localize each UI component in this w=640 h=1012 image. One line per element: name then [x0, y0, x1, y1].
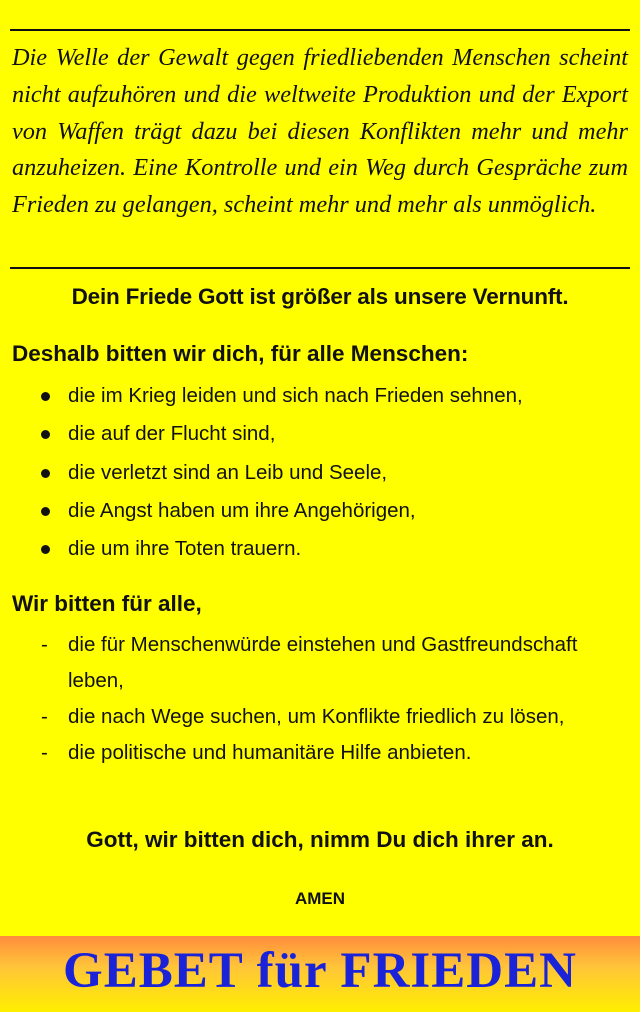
list-item: [0, 627, 620, 699]
bullet-icon: [41, 392, 50, 401]
list-item-text: die politische und humanitäre Hilfe anbieten.: [68, 741, 472, 764]
bullet-icon: [41, 545, 50, 554]
amen-label: AMEN: [294, 889, 346, 908]
dash-marker: -: [41, 633, 48, 656]
list-item: [0, 735, 620, 771]
closing-prayer: Gott, wir bitten dich, nimm Du dich ihrer an.: [86, 827, 554, 852]
top-divider: [10, 29, 630, 31]
bullet-list: [0, 378, 523, 569]
dash-list: [0, 627, 620, 771]
list-item: [0, 378, 523, 416]
list-item: [0, 416, 523, 454]
bullet-icon: [41, 507, 50, 516]
bottom-divider: [10, 267, 630, 269]
dash-marker: -: [41, 705, 48, 728]
list-item: [0, 699, 620, 735]
main-heading: Dein Friede Gott ist größer als unsere Vernunft.: [71, 284, 569, 309]
section-2-title: Wir bitten für alle,: [12, 591, 202, 616]
list-item-text: die im Krieg leiden und sich nach Frieden sehnen,: [68, 384, 523, 407]
banner-title: GEBET für FRIEDEN: [63, 943, 577, 999]
section-1-title: Deshalb bitten wir dich, für alle Menschen:: [12, 341, 469, 366]
list-item: [0, 531, 523, 569]
dash-marker: -: [41, 741, 48, 764]
list-item-text: die auf der Flucht sind,: [68, 422, 276, 446]
list-item: [0, 493, 523, 531]
intro-paragraph: Die Welle der Gewalt gegen friedliebenden Menschen scheint nicht aufzuhören und die weltweite Produktion und der Export von Waffen trägt dazu bei diesen Konflikten mehr und mehr anzuheizen. Eine Kontrolle und ein Weg durch Gespräche zum Frieden zu gelangen, scheint mehr und mehr als unmöglich.: [12, 44, 628, 219]
list-item-text: die um ihre Toten trauern.: [68, 537, 302, 561]
list-item-text: die Angst haben um ihre Angehörigen,: [68, 498, 416, 522]
list-item-text: die verletzt sind an Leib und Seele,: [68, 460, 388, 484]
list-item: [0, 455, 523, 493]
bullet-icon: [41, 469, 50, 478]
bullet-icon: [41, 430, 50, 439]
list-item-text: die für Menschenwürde einstehen und Gastfreundschaft leben,: [68, 633, 578, 692]
list-item-text: die nach Wege suchen, um Konflikte friedlich zu lösen,: [68, 705, 565, 728]
